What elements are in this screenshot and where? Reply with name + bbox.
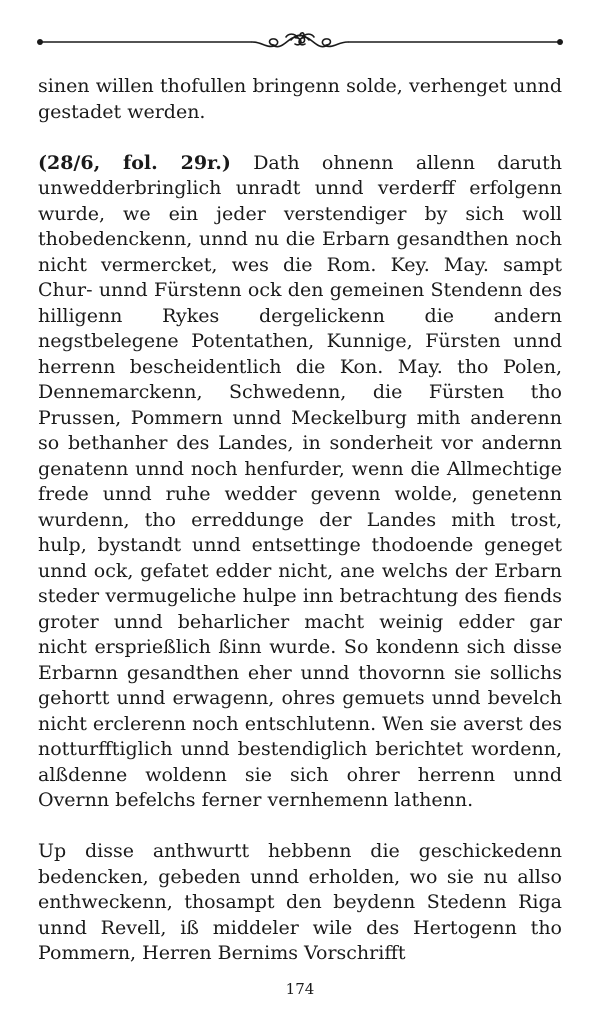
body-text xyxy=(38,74,562,967)
paragraph-3 xyxy=(38,839,562,967)
paragraph-text: Up disse anthwurtt hebbenn die geschickedenn bedencken, gebeden unnd erholden, wo sie nu allso enthweckenn, thosampt den beydenn Stedenn Riga unnd Revell, iß middeler wile des Hertogenn tho Pommern, Herren Bernims Vorschrifft xyxy=(38,840,562,964)
flourish-ornament xyxy=(252,33,348,47)
divider-right-dot xyxy=(557,39,563,45)
paragraph-1 xyxy=(38,74,562,125)
ornamental-divider xyxy=(36,30,564,54)
page-number: 174 xyxy=(285,980,315,998)
folio-reference: (28/6, fol. 29r.) xyxy=(38,151,231,174)
paragraph-2 xyxy=(38,151,562,814)
paragraph-text: Dath ohnenn allenn daruth unwedderbringlich unradt unnd verderff erfolgenn wurde, we ein jeder verstendiger by sich woll thobedenckenn, unnd nu die Erbarn gesandthen noch nicht vermercket, wes die Rom. Key. May. sampt Chur- unnd Fürstenn ock den gemeinen Stendenn des hilligenn Rykes dergelickenn die andern negstbelegene Potentathen, Kunnige, Fürsten unnd herrenn bescheidentlich die Kon. May. tho Polen, Dennemarckenn, Schwedenn, die Fürsten tho Prussen, Pommern unnd Meckelburg mith anderenn so bethanher des Landes, in sonderheit vor andernn genatenn unnd noch henfurder, wenn die Allmechtige frede unnd ruhe wedder gevenn wolde, genetenn wurdenn, tho erreddunge der Landes mith trost, hulp, bystandt unnd entsettinge thodoende geneget unnd ock, gefatet edder nicht, ane welchs der Erbarn steder vermugeliche hulpe inn betrachtung des fiends groter unnd beharlicher macht weinig edder gar nicht ersprießlich ßinn wurde. So kondenn sich disse Erbarnn gesandthen eher unnd thovornn sie sollichs gehortt unnd erwagenn, ohres gemuets unnd bevelch nicht erclerenn noch entschlutenn. Wen sie averst des notturfftiglich unnd bestendiglich berichtet wordenn, alßdenne woldenn sie sich ohrer herrenn unnd Overnn befelchs ferner vernhemenn lathenn. xyxy=(38,151,562,811)
paragraph-text: sinen willen thofullen bringenn solde, verhenget unnd gestadet werden. xyxy=(38,75,562,123)
